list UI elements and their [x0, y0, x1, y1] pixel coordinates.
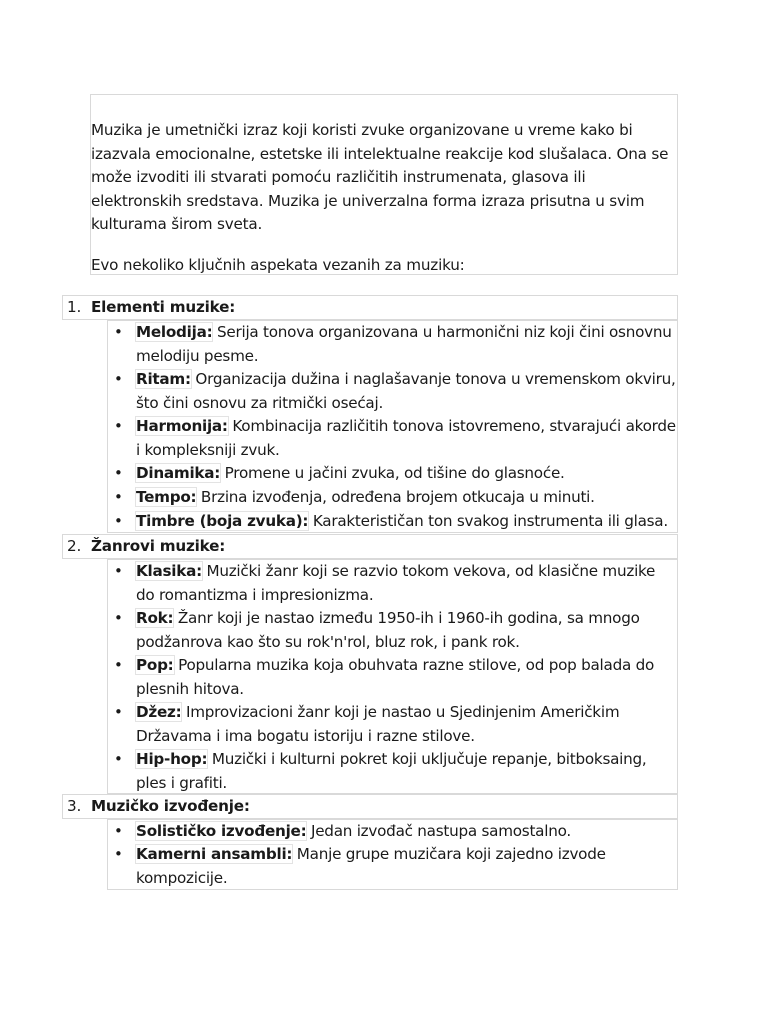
item-text: Kombinacija različitih tonova istovremeno, stvarajući akorde i kompleksniji zvuk. — [136, 417, 676, 459]
bullet-icon: • — [114, 703, 123, 721]
section-number: 2. — [67, 537, 82, 555]
item-term: Timbre (boja zvuka): — [136, 512, 309, 530]
bullet-icon: • — [114, 417, 123, 435]
item-text: Serija tonova organizovana u harmonični niz koji čini osnovnu melodiju pesme. — [136, 323, 672, 365]
list-item — [108, 748, 677, 795]
item-term: Rok: — [136, 609, 174, 627]
item-term: Solističko izvođenje: — [136, 822, 307, 840]
bullet-icon: • — [114, 464, 123, 482]
section-number: 3. — [67, 797, 82, 815]
bullet-icon: • — [114, 323, 123, 341]
bullet-icon: • — [114, 845, 123, 863]
item-text: Organizacija dužina i naglašavanje tonova u vremenskom okviru, što čini osnovu za ritmički osećaj. — [136, 370, 676, 412]
section-items-zanrovi — [107, 559, 678, 794]
section-heading-elementi — [62, 295, 678, 320]
list-item — [108, 486, 677, 510]
item-term: Melodija: — [136, 323, 213, 341]
item-term: Džez: — [136, 703, 182, 721]
list-item — [108, 654, 677, 701]
item-text: Popularna muzika koja obuhvata razne stilove, od pop balada do plesnih hitova. — [136, 656, 655, 698]
intro-paragraph: Muzika je umetnički izraz koji koristi zvuke organizovane u vreme kako bi izazvala emocionalne, estetske ili intelektualne reakcije kod slušalaca. Ona se može izvoditi ili stvarati pomoću različitih instrumenata, glasova ili elektronskih sredstava. Muzika je univerzalna forma izraza prisutna u svim kulturama širom sveta. — [91, 121, 669, 233]
item-term: Dinamika: — [136, 464, 221, 482]
item-text: Muzički žanr koji se razvio tokom vekova, od klasične muzike do romantizma i impresionizma. — [136, 562, 656, 604]
item-text: Žanr koji je nastao između 1950-ih i 1960-ih godina, sa mnogo podžanrova kao što su rok'n'rol, bluz rok, i pank rok. — [136, 609, 640, 651]
list-item — [108, 560, 677, 607]
section-items-elementi — [107, 320, 678, 533]
bullet-icon: • — [114, 750, 123, 768]
intro-lead: Evo nekoliko ključnih aspekata vezanih za muziku: — [91, 256, 465, 274]
item-text: Promene u jačini zvuka, od tišine do glasnoće. — [220, 464, 565, 482]
item-text: Brzina izvođenja, određena brojem otkucaja u minuti. — [196, 488, 595, 506]
list-item — [108, 607, 677, 654]
item-text: Improvizacioni žanr koji je nastao u Sjedinjenim Američkim Državama i ima bogatu istoriju i razne stilove. — [136, 703, 620, 745]
section-number: 1. — [67, 298, 82, 316]
bullet-icon: • — [114, 488, 123, 506]
bullet-icon: • — [114, 562, 123, 580]
item-term: Tempo: — [136, 488, 197, 506]
section-title: Muzičko izvođenje: — [91, 797, 250, 815]
section-title: Žanrovi muzike: — [91, 537, 226, 555]
list-item — [108, 701, 677, 748]
list-item — [108, 820, 677, 843]
list-item — [108, 462, 677, 486]
item-term: Klasika: — [136, 562, 202, 580]
item-text: Jedan izvođač nastupa samostalno. — [306, 822, 571, 840]
item-term: Pop: — [136, 656, 174, 674]
item-term: Hip-hop: — [136, 750, 208, 768]
list-item — [108, 843, 677, 890]
item-term: Kamerni ansambli: — [136, 845, 293, 863]
item-text: Karakterističan ton svakog instrumenta ili glasa. — [308, 512, 668, 530]
bullet-icon: • — [114, 609, 123, 627]
section-items-izvodjenje — [107, 819, 678, 890]
bullet-icon: • — [114, 656, 123, 674]
section-title: Elementi muzike: — [91, 298, 236, 316]
section-heading-zanrovi — [62, 534, 678, 559]
item-term: Harmonija: — [136, 417, 228, 435]
bullet-icon: • — [114, 822, 123, 840]
item-term: Ritam: — [136, 370, 191, 388]
section-heading-izvodjenje — [62, 794, 678, 819]
bullet-icon: • — [114, 370, 123, 388]
item-text: Muzički i kulturni pokret koji uključuje repanje, bitboksaing, ples i grafiti. — [136, 750, 647, 792]
list-item — [108, 321, 677, 368]
intro-box — [90, 94, 678, 275]
list-item — [108, 415, 677, 462]
list-item — [108, 368, 677, 415]
bullet-icon: • — [114, 512, 123, 530]
item-text: Manje grupe muzičara koji zajedno izvode kompozicije. — [136, 845, 606, 887]
list-item — [108, 510, 677, 534]
